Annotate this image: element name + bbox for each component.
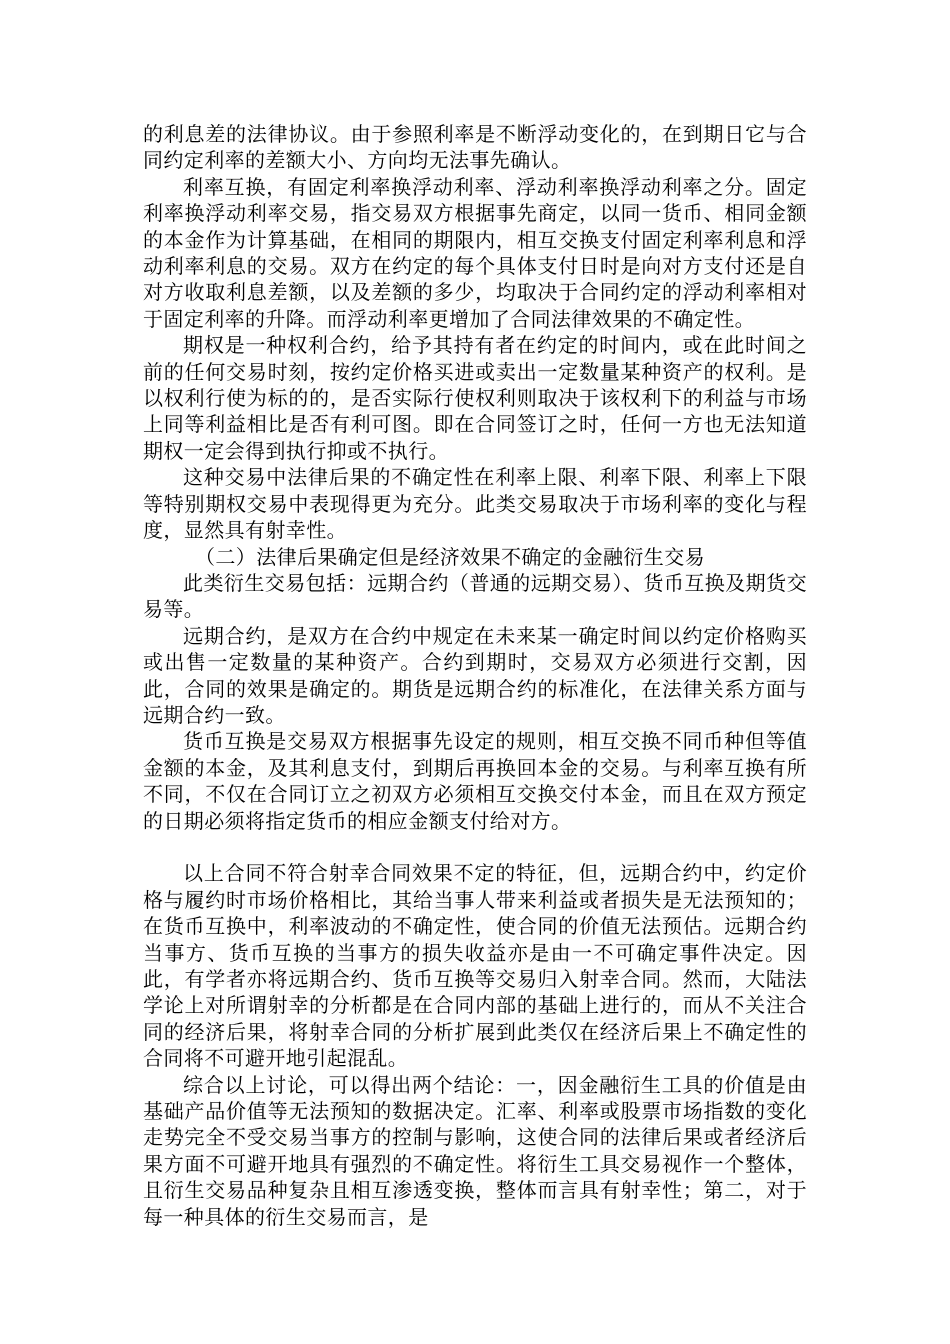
blank-line	[143, 834, 807, 860]
paragraph-forward-contract: 远期合约，是双方在合约中规定在未来某一确定时间以约定价格购买或出售一定数量的某种资产。合约到期时，交易双方必须进行交割，因此，合同的效果是确定的。期货是远期合约的标准化，在法律关系方面与远期合约一致。	[143, 623, 807, 727]
paragraph-special-options: 这种交易中法律后果的不确定性在利率上限、利率下限、利率上下限等特别期权交易中表现得更为充分。此类交易取决于市场利率的变化与程度，显然具有射幸性。	[143, 465, 807, 543]
document-body	[143, 121, 807, 1230]
paragraph-derivative-types: 此类衍生交易包括：远期合约（普通的远期交易）、货币互换及期货交易等。	[143, 570, 807, 622]
paragraph-options: 期权是一种权利合约，给予其持有者在约定的时间内，或在此时间之前的任何交易时刻，按约定价格买进或卖出一定数量某种资产的权利。是以权利行使为标的的，是否实际行使权利则取决于该权利下的利益与市场上同等利益相比是否有利可图。即在合同签订之时，任何一方也无法知道期权一定会得到执行抑或不执行。	[143, 333, 807, 463]
paragraph-conclusions: 综合以上讨论，可以得出两个结论：一，因金融衍生工具的价值是由基础产品价值等无法预知的数据决定。汇率、利率或股票市场指数的变化走势完全不受交易当事方的控制与影响，这使合同的法律后果或者经济后果方面不可避开地具有强烈的不确定性。将衍生工具交易视作一个整体，且衍生交易品种复杂且相互渗透变换，整体而言具有射幸性；第二，对于每一种具体的衍生交易而言，是	[143, 1072, 807, 1229]
paragraph-interest-rate-swap: 利率互换，有固定利率换浮动利率、浮动利率换浮动利率之分。固定利率换浮动利率交易，指交易双方根据事先商定，以同一货币、相同金额的本金作为计算基础，在相同的期限内，相互交换支付固定利率利息和浮动利率利息的交易。双方在约定的每个具体支付日时是向对方支付还是自对方收取利息差额，以及差额的多少，均取决于合同约定的浮动利率相对于固定利率的升降。而浮动利率更增加了合同法律效果的不确定性。	[143, 174, 807, 331]
section-heading: （二）法律后果确定但是经济效果不确定的金融衍生交易	[195, 544, 705, 569]
paragraph-aleatory-analysis: 以上合同不符合射幸合同效果不定的特征，但，远期合约中，约定价格与履约时市场价格相比，其给当事人带来利益或者损失是无法预知的；在货币互换中，利率波动的不确定性，使合同的价值无法预估。远期合约当事方、货币互换的当事方的损失收益亦是由一不可确定事件决定。因此，有学者亦将远期合约、货币互换等交易归入射幸合同。然而，大陆法学论上对所谓射幸的分析都是在合同内部的基础上进行的，而从不关注合同的经济后果，将射幸合同的分析扩展到此类仅在经济后果上不确定性的合同将不可避开地引起混乱。	[143, 861, 807, 1071]
paragraph-currency-swap: 货币互换是交易双方根据事先设定的规则，相互交换不同币种但等值金额的本金，及其利息支付，到期后再换回本金的交易。与利率互换有所不同，不仅在合同订立之初双方必须相互交换交付本金，而且在双方预定的日期必须将指定货币的相应金额支付给对方。	[143, 729, 807, 833]
paragraph-continuation: 的利息差的法律协议。由于参照利率是不断浮动变化的，在到期日它与合同约定利率的差额大小、方向均无法事先确认。	[143, 122, 807, 173]
